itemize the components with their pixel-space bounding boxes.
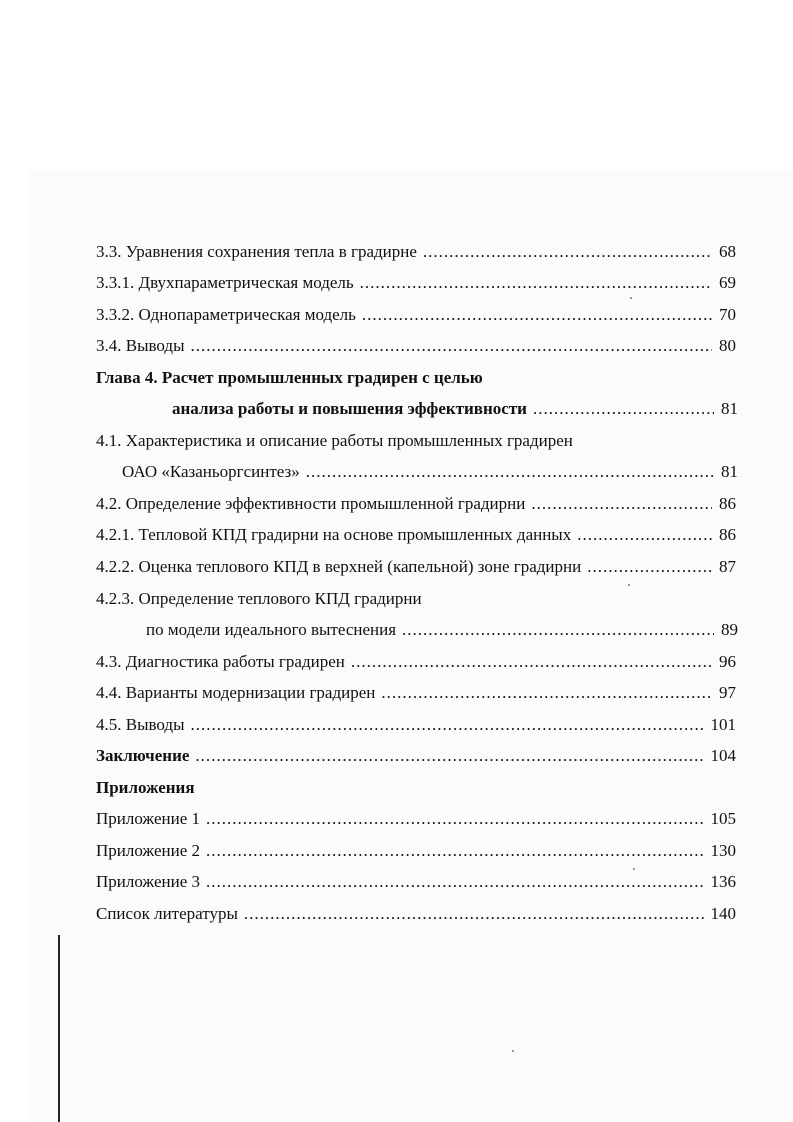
toc-entry-page: 87 bbox=[719, 557, 736, 576]
toc-entry-page: 136 bbox=[710, 872, 736, 891]
toc-entry-page: 68 bbox=[719, 242, 736, 261]
toc-entry-page: 80 bbox=[719, 336, 736, 355]
toc-entry[interactable] bbox=[96, 744, 736, 768]
toc-entry[interactable] bbox=[172, 397, 738, 421]
toc-entry-label: 3.3.2. Однопараметрическая модель bbox=[96, 305, 356, 324]
toc-entry-label: 4.2.2. Оценка теплового КПД в верхней (капельной) зоне градирни bbox=[96, 557, 582, 576]
toc-entry-label: 3.4. Выводы bbox=[96, 336, 185, 355]
toc-entry-page: 104 bbox=[710, 746, 736, 765]
dot-leader bbox=[351, 650, 712, 674]
appendices-heading[interactable]: Приложения bbox=[96, 778, 195, 797]
toc-entry[interactable] bbox=[96, 650, 736, 674]
toc-entry-label: Список литературы bbox=[96, 904, 238, 923]
toc-entry[interactable] bbox=[96, 555, 736, 579]
toc-entry-label: по модели идеального вытеснения bbox=[146, 620, 397, 639]
toc-entry[interactable] bbox=[96, 303, 736, 327]
dot-leader bbox=[206, 870, 705, 894]
section-4-1-heading[interactable]: 4.1. Характеристика и описание работы промышленных градирен bbox=[96, 431, 573, 450]
toc-entry-label: 4.2.1. Тепловой КПД градирни на основе промышленных данных bbox=[96, 525, 572, 544]
dot-leader bbox=[577, 523, 712, 547]
dot-leader bbox=[206, 807, 705, 831]
dot-leader bbox=[360, 271, 712, 295]
toc-entry-page: 140 bbox=[710, 904, 736, 923]
dot-leader bbox=[191, 713, 705, 737]
toc-entry-label: ОАО «Казаньоргсинтез» bbox=[122, 462, 300, 481]
dot-leader bbox=[533, 397, 714, 421]
toc-entry[interactable] bbox=[146, 618, 738, 642]
dot-leader bbox=[191, 334, 712, 358]
toc-entry[interactable] bbox=[96, 271, 736, 295]
toc-entry[interactable] bbox=[96, 807, 736, 831]
toc-entry-page: 86 bbox=[719, 494, 736, 513]
toc-entry-label: Заключение bbox=[96, 746, 190, 765]
dot-leader bbox=[587, 555, 712, 579]
dot-leader bbox=[423, 240, 712, 264]
dot-leader bbox=[195, 744, 704, 768]
toc-entry-label: 3.3. Уравнения сохранения тепла в градирне bbox=[96, 242, 417, 261]
toc-entry[interactable] bbox=[96, 523, 736, 547]
toc-entry[interactable] bbox=[122, 460, 738, 484]
toc-entry-label: 4.5. Выводы bbox=[96, 715, 185, 734]
dot-leader bbox=[244, 902, 705, 926]
toc-entry-page: 96 bbox=[719, 652, 736, 671]
toc-entry-page: 81 bbox=[721, 462, 738, 481]
toc-entry-label: Приложение 2 bbox=[96, 841, 200, 860]
dot-leader bbox=[206, 839, 705, 863]
toc-entry-label: Приложение 3 bbox=[96, 872, 200, 891]
toc-entry-page: 81 bbox=[721, 399, 738, 418]
toc-entry[interactable] bbox=[96, 334, 736, 358]
toc-entry-page: 97 bbox=[719, 683, 736, 702]
toc-entry-label: 3.3.1. Двухпараметрическая модель bbox=[96, 273, 354, 292]
toc-entry-label: 4.2. Определение эффективности промышленной градирни bbox=[96, 494, 526, 513]
toc-entry[interactable] bbox=[96, 713, 736, 737]
section-4-2-3-heading[interactable]: 4.2.3. Определение теплового КПД градирни bbox=[96, 589, 422, 608]
toc-entry[interactable] bbox=[96, 902, 736, 926]
dot-leader bbox=[381, 681, 712, 705]
toc-entry-page: 105 bbox=[710, 809, 736, 828]
toc-entry[interactable] bbox=[96, 870, 736, 894]
toc-entry-page: 130 bbox=[710, 841, 736, 860]
toc-entry-page: 101 bbox=[710, 715, 736, 734]
toc-entry-label: анализа работы и повышения эффективности bbox=[172, 399, 527, 418]
toc-entry-page: 69 bbox=[719, 273, 736, 292]
toc-entry[interactable] bbox=[96, 839, 736, 863]
toc-entry[interactable] bbox=[96, 240, 736, 264]
toc-entry-label: 4.4. Варианты модернизации градирен bbox=[96, 683, 376, 702]
toc-entry-page: 70 bbox=[719, 305, 736, 324]
chapter-4-heading[interactable]: Глава 4. Расчет промышленных градирен с целью bbox=[96, 368, 483, 387]
toc-entry-page: 86 bbox=[719, 525, 736, 544]
toc-entry-label: Приложение 1 bbox=[96, 809, 200, 828]
toc-entry[interactable] bbox=[96, 492, 736, 516]
dot-leader bbox=[531, 492, 712, 516]
dot-leader bbox=[402, 618, 714, 642]
toc-entry-page: 89 bbox=[721, 620, 738, 639]
dot-leader bbox=[362, 303, 712, 327]
dot-leader bbox=[306, 460, 714, 484]
toc-entry[interactable] bbox=[96, 681, 736, 705]
toc-entry-label: 4.3. Диагностика работы градирен bbox=[96, 652, 345, 671]
